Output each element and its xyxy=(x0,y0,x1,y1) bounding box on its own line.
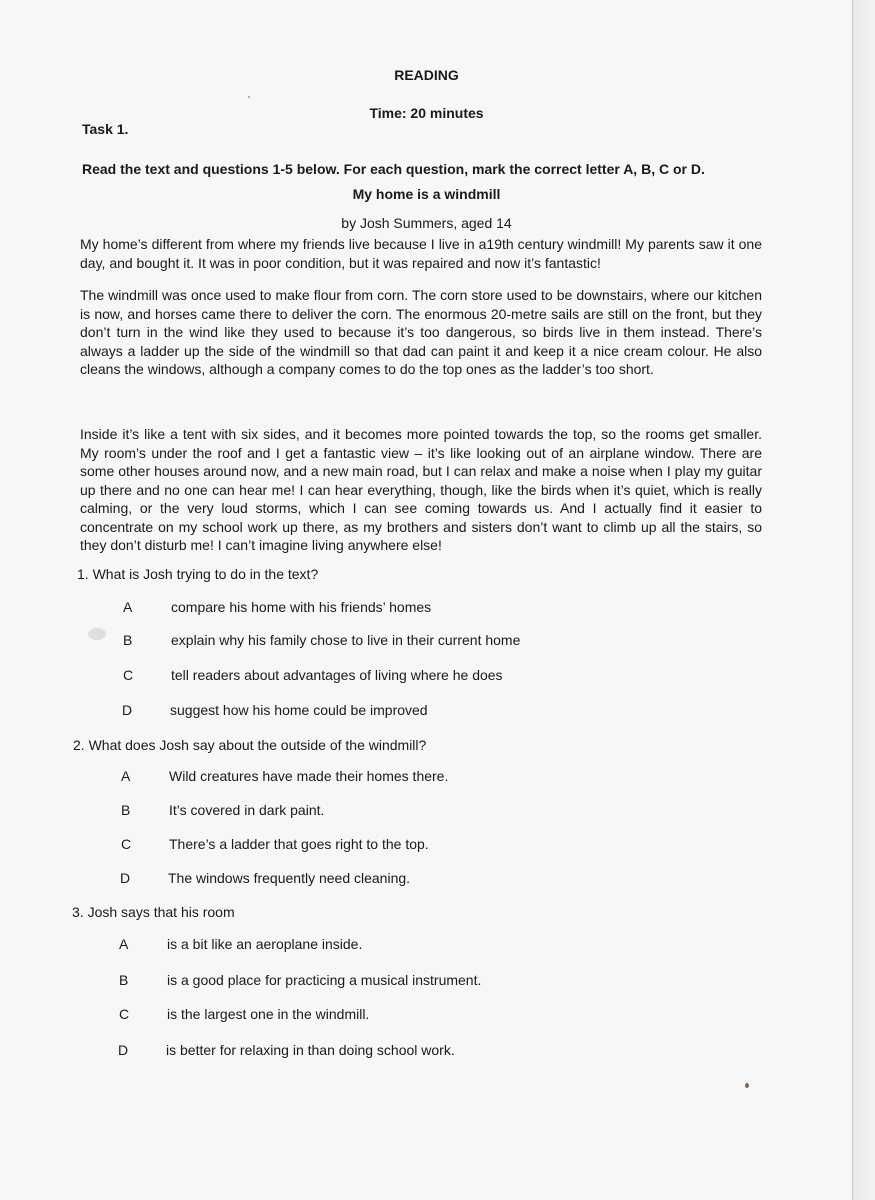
question-1: 1. What is Josh trying to do in the text? xyxy=(77,566,319,582)
option-letter: A xyxy=(119,936,129,952)
option-text: tell readers about advantages of living where he does xyxy=(171,667,503,683)
page-title: READING xyxy=(394,67,459,83)
article-paragraph: My home’s different from where my friends live because I live in a19th century windmill! My parents saw it one day, and bought it. It was in poor condition, but it was repaired and now it’s fantastic! xyxy=(80,236,762,271)
question-3: 3. Josh says that his room xyxy=(72,904,235,920)
option-letter: A xyxy=(123,599,133,615)
option-letter: B xyxy=(121,802,131,818)
question-2: 2. What does Josh say about the outside of the windmill? xyxy=(73,737,427,753)
option-text: Wild creatures have made their homes there. xyxy=(169,768,449,784)
option-text: It’s covered in dark paint. xyxy=(169,802,325,818)
scanner-margin xyxy=(853,0,875,1200)
scan-speck xyxy=(248,96,250,98)
scan-smudge xyxy=(88,628,106,640)
option-text: suggest how his home could be improved xyxy=(170,702,428,718)
article-paragraph: The windmill was once used to make flour from corn. The corn store used to be downstairs, where our kitchen is now, and horses came there to deliver the corn. The enormous 20-metre sails are still on the front, but they don’t turn in the wind like they used to because it’s too dangerous, so birds live in them instead. There’s always a ladder up the side of the windmill so that dad can paint it and keep it a nice cream colour. He also cleans the windows, although a company comes to do the top ones as the ladder’s too short. xyxy=(80,287,762,377)
option-text: explain why his family chose to live in their current home xyxy=(171,632,521,648)
option-text: compare his home with his friends’ homes xyxy=(171,599,432,615)
option-text: is a bit like an aeroplane inside. xyxy=(167,936,363,952)
task-label: Task 1. xyxy=(82,121,129,137)
option-letter: A xyxy=(121,768,131,784)
option-text: is better for relaxing in than doing school work. xyxy=(166,1042,455,1058)
option-text: is the largest one in the windmill. xyxy=(167,1006,370,1022)
scan-speck xyxy=(745,1083,749,1088)
option-letter: D xyxy=(122,702,133,718)
article-byline: by Josh Summers, aged 14 xyxy=(341,215,512,231)
option-text: There’s a ladder that goes right to the top. xyxy=(169,836,429,852)
option-letter: B xyxy=(123,632,133,648)
option-letter: C xyxy=(119,1006,130,1022)
option-letter: D xyxy=(118,1042,129,1058)
article-title: My home is a windmill xyxy=(352,186,501,202)
time-limit: Time: 20 minutes xyxy=(369,105,484,121)
option-letter: B xyxy=(119,972,129,988)
option-letter: C xyxy=(123,667,134,683)
option-letter: C xyxy=(121,836,132,852)
task-instruction: Read the text and questions 1-5 below. For each question, mark the correct letter A, B, C or D. xyxy=(82,161,705,177)
option-text: The windows frequently need cleaning. xyxy=(168,870,411,886)
option-letter: D xyxy=(120,870,131,886)
option-text: is a good place for practicing a musical instrument. xyxy=(167,972,482,988)
article-paragraph: Inside it’s like a tent with six sides, and it becomes more pointed towards the top, so the rooms get smaller. My room’s under the roof and I get a fantastic view – it’s like looking out of an airplane window. There are some other houses around now, and a new main road, but I can relax and make a noise when I play my guitar up there and no one can hear me! I can hear everything, though, like the birds when it’s quiet, which is really calming, or the very loud storms, which I can see coming towards us. And I actually find it easier to concentrate on my school work up there, as my brothers and sisters don’t want to climb up all the stairs, so they don’t disturb me! I can’t imagine living anywhere else! xyxy=(80,426,762,553)
